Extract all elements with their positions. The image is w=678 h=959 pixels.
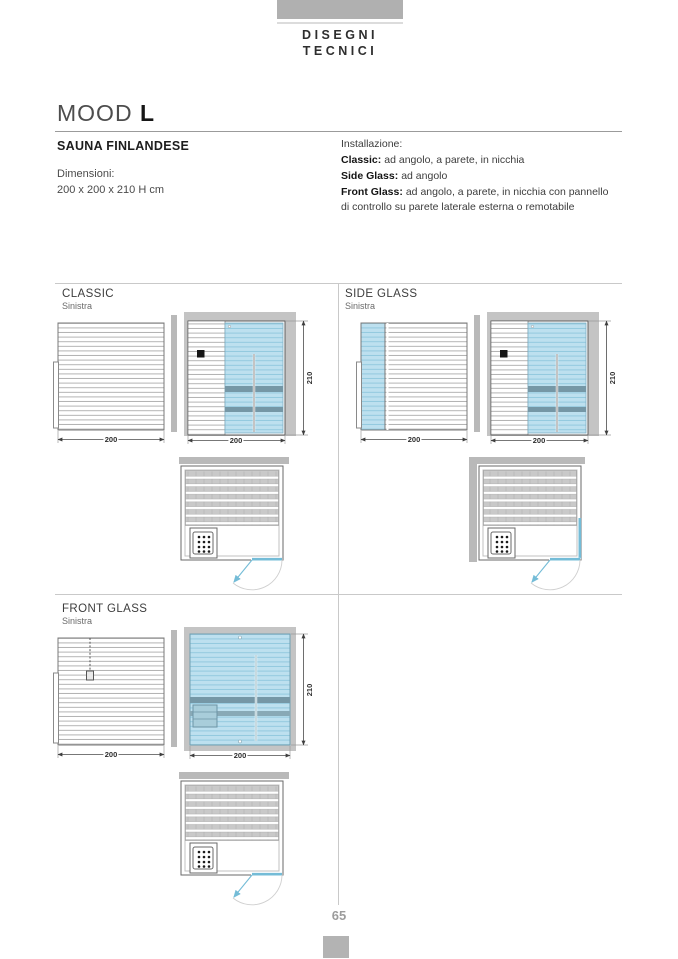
installation-item-side-glass: Side Glass: ad angolo [341, 170, 448, 182]
dim-width: 200 [532, 436, 546, 445]
side-glass-side-elevation-drawing [353, 310, 478, 450]
installation-item-front-glass: Front Glass: ad angolo, a parete, in nicchia con pannello di controllo su parete laterale esterna o remotabile [341, 186, 609, 213]
product-title-bold: L [139, 100, 156, 126]
glass-side-panel [361, 323, 385, 430]
section-title-side-glass: SIDE GLASS [345, 288, 418, 300]
door-swing [233, 558, 283, 590]
page-title-line2: TECNICI [302, 44, 378, 58]
product-category: SAUNA FINLANDESE [57, 139, 190, 153]
heater [488, 528, 515, 558]
bench-area [186, 786, 279, 841]
product-title-light: MOOD [57, 100, 133, 126]
front-glass-front-elevation-drawing [181, 621, 323, 763]
classic-plan-drawing [172, 448, 322, 595]
classic-front-elevation-drawing [181, 306, 323, 448]
dimensions-block [57, 166, 164, 198]
grid-vline [338, 283, 339, 905]
control-panel [500, 350, 508, 358]
wall-section-bar [474, 315, 480, 432]
door-profile-strip [357, 362, 362, 428]
title-rule [55, 131, 622, 132]
dimensions-label: Dimensioni: [57, 168, 115, 180]
side-glass-front-elevation-drawing [484, 306, 626, 448]
dim-height: 210 [305, 683, 314, 697]
door-profile-strip [54, 673, 59, 743]
section-subtitle-classic: Sinistra [62, 301, 93, 311]
remote-control-panel [87, 671, 94, 680]
heater-through-glass [193, 705, 217, 727]
door-swing [531, 558, 581, 590]
wall-top [179, 772, 289, 779]
section-subtitle-front-glass: Sinistra [62, 616, 93, 626]
heater [190, 528, 217, 558]
bench-area [484, 471, 577, 526]
wall-section-bar [171, 630, 177, 747]
glass-front-full [190, 634, 290, 745]
header-underline [277, 22, 403, 24]
door-profile-strip [54, 362, 59, 428]
front-glass-plan-drawing [172, 763, 322, 910]
dim-height: 210 [608, 371, 617, 385]
section-title-front-glass: FRONT GLASS [62, 603, 148, 615]
dimensions-value: 200 x 200 x 210 H cm [57, 184, 165, 196]
front-glass-side-elevation-drawing [50, 625, 175, 765]
dim-width: 200 [407, 435, 421, 444]
page-number: 65 [331, 908, 347, 923]
wall-left [469, 457, 477, 562]
wall-top [179, 457, 289, 464]
wall-top [469, 457, 585, 464]
bench-area [186, 471, 279, 526]
installation-item-classic: Classic: ad angolo, a parete, in nicchia [341, 154, 525, 166]
side-glass-plan-drawing [466, 448, 622, 595]
header-gray-bar [277, 0, 403, 19]
installation-label: Installazione: [341, 138, 403, 150]
footer-gray-square [323, 936, 349, 958]
control-panel [197, 350, 205, 358]
page-title [247, 27, 433, 59]
installation-block [341, 137, 617, 215]
product-title [57, 100, 155, 127]
classic-side-elevation-drawing [50, 310, 175, 450]
dim-width: 200 [233, 751, 247, 760]
dim-width: 200 [229, 436, 243, 445]
dim-width: 200 [104, 435, 118, 444]
heater [190, 843, 217, 873]
wall-section-bar [171, 315, 177, 432]
page-title-line1: DISEGNI [302, 28, 378, 42]
dim-width: 200 [104, 750, 118, 759]
section-title-classic: CLASSIC [62, 288, 115, 300]
door-swing [233, 873, 283, 905]
dim-height: 210 [305, 371, 314, 385]
section-subtitle-side-glass: Sinistra [345, 301, 376, 311]
